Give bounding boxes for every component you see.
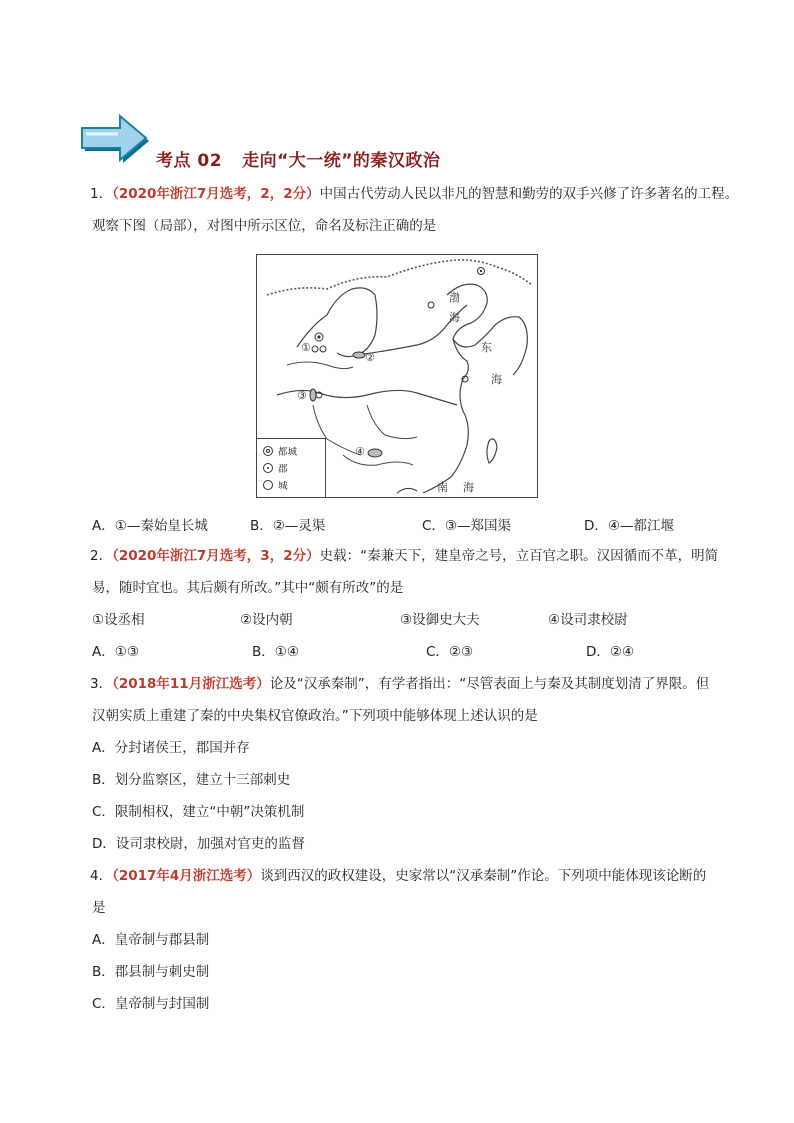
- map-marker-3: ③: [297, 389, 307, 402]
- q3-option-b: B．划分监察区，建立十三部刺史: [92, 772, 291, 788]
- q2-item-3: ③设御史大夫: [400, 612, 480, 628]
- q3-line2: 汉朝实质上重建了秦的中央集权官僚政治。”下列项中能够体现上述认识的是: [92, 708, 538, 724]
- q4-line1: [90, 866, 706, 886]
- map-label-east-sea-2: 海: [491, 373, 502, 386]
- q2-text1: 史载：“秦兼天下，建皇帝之号，立百官之职。汉因循而不革，明简: [319, 548, 719, 564]
- q3-option-d: D．设司隶校尉，加强对官吏的监督: [92, 836, 305, 852]
- q2-option-b: B．①④: [252, 644, 299, 660]
- map-marker-1: ①: [301, 341, 311, 354]
- map-figure: [256, 254, 538, 498]
- q1-option-c: C．③—郑国渠: [422, 518, 512, 534]
- legend-prefecture: 郡: [263, 461, 288, 475]
- q4-option-c: C．皇帝制与封国制: [92, 996, 210, 1012]
- q1-line2: 观察下图（局部），对图中所示区位，命名及标注正确的是: [92, 218, 437, 234]
- prefecture-symbol-icon: [263, 463, 273, 473]
- q2-item-4: ④设司隶校尉: [548, 612, 628, 628]
- q2-item-2: ②设内朝: [240, 612, 293, 628]
- q1-line1: [90, 184, 738, 204]
- map-label-south-sea-1: 南: [437, 481, 448, 494]
- q1-option-b: B．②—灵渠: [250, 518, 326, 534]
- q1-number: 1．: [90, 186, 113, 202]
- map-label-south-sea-2: 海: [463, 481, 474, 494]
- city-symbol-icon: [263, 480, 273, 490]
- q4-number: 4．: [90, 868, 113, 884]
- q3-option-c: C．限制相权，建立“中朝”决策机制: [92, 804, 305, 820]
- capital-symbol-icon: [263, 446, 273, 456]
- map-legend: [257, 438, 326, 497]
- q4-line2: 是: [92, 900, 106, 916]
- q3-text1: 论及“汉承秦制”，有学者指出：“尽管表面上与秦及其制度划清了界限。但: [269, 676, 710, 692]
- q3-line1: [90, 674, 709, 694]
- q3-option-a: A．分封诸侯王，郡国并存: [92, 740, 250, 756]
- legend-city: 城: [263, 478, 288, 492]
- q1-source: （2020年浙江7月选考，2，2分）: [112, 186, 320, 202]
- q2-source: （2020年浙江7月选考，3，2分）: [112, 548, 320, 564]
- q3-number: 3．: [90, 676, 113, 692]
- q2-number: 2．: [90, 548, 113, 564]
- q2-line1: [90, 546, 718, 566]
- q2-option-d: D．②④: [586, 644, 635, 660]
- q1-option-a: A．①—秦始皇长城: [92, 518, 208, 534]
- q1-option-d: D．④—都江堰: [584, 518, 674, 534]
- arrow-icon: [74, 112, 154, 164]
- q4-source: （2017年4月浙江选考）: [112, 868, 261, 884]
- q4-option-a: A．皇帝制与郡县制: [92, 932, 210, 948]
- q2-item-1: ①设丞相: [92, 612, 145, 628]
- legend-capital: 都城: [263, 444, 297, 458]
- map-marker-4: ④: [355, 445, 365, 458]
- q1-text1: 中国古代劳动人民以非凡的智慧和勤劳的双手兴修了许多著名的工程。: [319, 186, 739, 202]
- map-marker-2: ②: [365, 351, 375, 364]
- section-heading: [156, 146, 440, 171]
- q2-line2: 易，随时宜也。其后颇有所改。”其中“颇有所改”的是: [92, 580, 404, 596]
- map-label-east-sea-1: 东: [481, 341, 492, 354]
- q3-source: （2018年11月浙江选考）: [112, 676, 270, 692]
- map-label-bohai-1: 渤: [449, 291, 460, 304]
- q4-text1: 谈到西汉的政权建设，史家常以“汉承秦制”作论。下列项中能体现该论断的: [260, 868, 707, 884]
- q2-option-a: A．①③: [92, 644, 139, 660]
- q4-option-b: B．郡县制与刺史制: [92, 964, 210, 980]
- q2-option-c: C．②③: [426, 644, 474, 660]
- map-label-bohai-2: 海: [449, 311, 460, 324]
- point-label: 考点 02: [156, 151, 223, 171]
- section-title: 走向“大一统”的秦汉政治: [242, 151, 441, 171]
